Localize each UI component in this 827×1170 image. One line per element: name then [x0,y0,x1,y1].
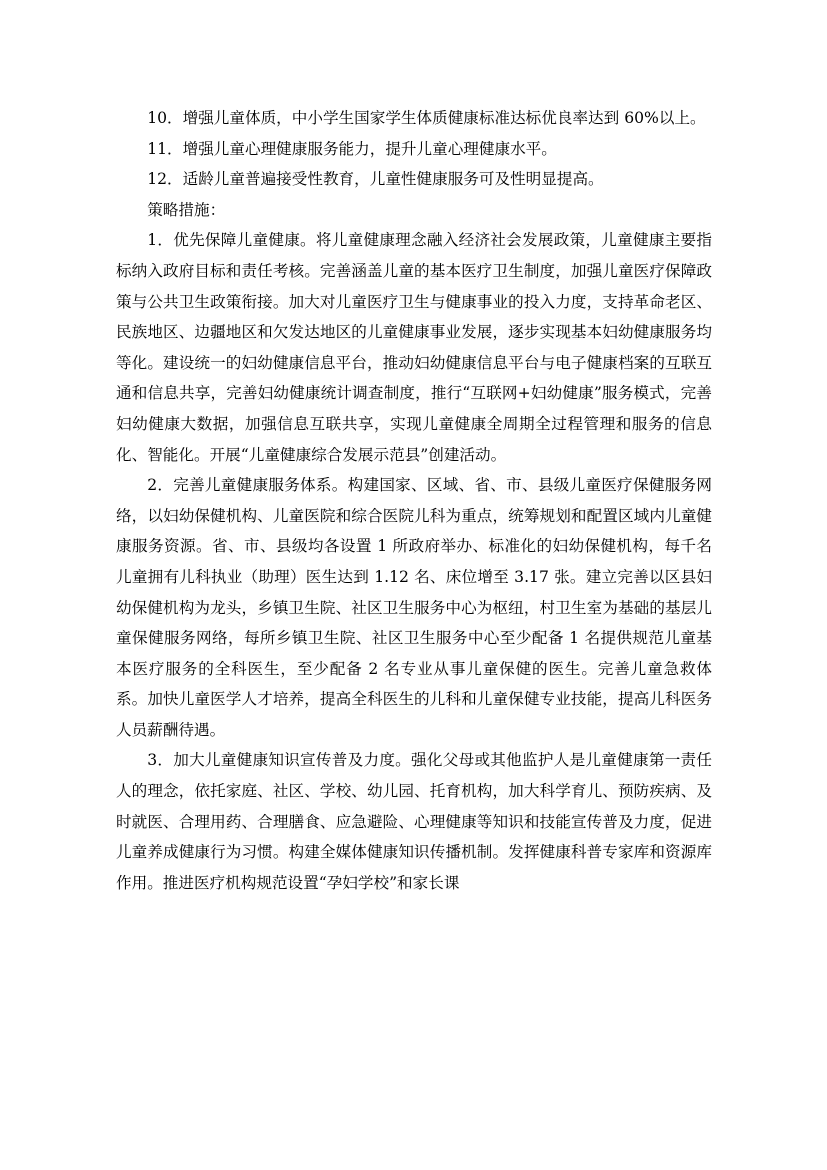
paragraph-target-12: 12．适龄儿童普遍接受性教育，儿童性健康服务可及性明显提高。 [147,170,604,189]
paragraph-measure-1: 1．优先保障儿童健康。将儿童健康理念融入经济社会发展政策，儿童健康主要指标纳入政府目标和责任考核。完善涵盖儿童的基本医疗卫生制度，加强儿童医疗保障政策与公共卫生政策衔接。加大对儿童医疗卫生与健康事业的投入力度，支持革命老区、民族地区、边疆地区和欠发达地区的儿童健康事业发展，逐步实现基本妇幼健康服务均等化。建设统一的妇幼健康信息平台，推动妇幼健康信息平台与电子健康档案的互联互通和信息共享，完善妇幼健康统计调查制度，推行“互联网+妇幼健康”服务模式，完善妇幼健康大数据，加强信息互联共享，实现儿童健康全周期全过程管理和服务的信息化、智能化。开展“儿童健康综合发展示范县”创建活动。 [116,231,712,464]
paragraph-target-10: 10．增强儿童体质，中小学生国家学生体质健康标准达标优良率达到 60%以上。 [147,109,706,127]
paragraph-measure-3: 3．加大儿童健康知识宣传普及力度。强化父母或其他监护人是儿童健康第一责任人的理念，依托家庭、社区、学校、幼儿园、托育机构，加大科学育儿、预防疾病、及时就医、合理用药、合理膳食、应急避险、心理健康等知识和技能宣传普及力度，促进儿童养成健康行为习惯。构建全媒体健康知识传播机制。发挥健康科普专家库和资源库作用。推进医疗机构规范设置“孕妇学校”和家长课 [116,751,712,892]
paragraph-measure-2: 2．完善儿童健康服务体系。构建国家、区域、省、市、县级儿童医疗保健服务网络，以妇幼保健机构、儿童医院和综合医院儿科为重点，统筹规划和配置区域内儿童健康服务资源。省、市、县级均各设置 1 所政府举办、标准化的妇幼保健机构，每千名儿童拥有儿科执业（助理）医生达到 1.12 名、床位增至 3.17 张。建立完善以区县妇幼保健机构为龙头，乡镇卫生院、社区卫生服务中心为枢纽，村卫生室为基础的基层儿童保健服务网络，每所乡镇卫生院、社区卫生服务中心至少配备 1 名提供规范儿童基本医疗服务的全科医生，至少配备 2 名专业从事儿童保健的医生。完善儿童急救体系。加快儿童医学人才培养，提高全科医生的儿科和儿童保健专业技能，提高儿科医务人员薪酬待遇。 [116,476,712,739]
strategy-heading: 策略措施： [147,200,226,219]
paragraph-target-11: 11．增强儿童心理健康服务能力，提升儿童心理健康水平。 [147,139,557,158]
document-page [116,103,712,898]
